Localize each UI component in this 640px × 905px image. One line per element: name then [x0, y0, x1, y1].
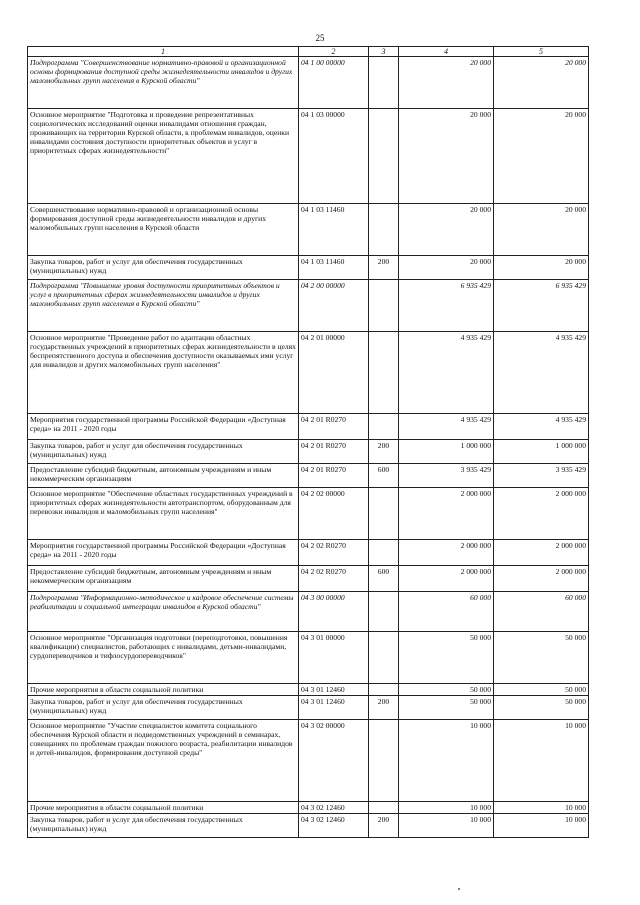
table-row: [28, 566, 589, 592]
row-code: 04 1 00 00000: [299, 57, 369, 109]
row-expense-type: [369, 57, 399, 109]
row-amount-col5: 6 935 429: [494, 280, 589, 332]
table-row: [28, 280, 589, 332]
row-amount-col5: 10 000: [494, 802, 589, 814]
row-expense-type: [369, 592, 399, 632]
row-amount-col5: 2 000 000: [494, 566, 589, 592]
row-code: 04 2 02 R0270: [299, 566, 369, 592]
row-expense-type: 200: [369, 440, 399, 464]
table-row: [28, 684, 589, 696]
row-amount-col5: 20 000: [494, 109, 589, 204]
row-name: Предоставление субсидий бюджетным, автономным учреждениям и иным некоммерческим организациям: [28, 566, 299, 592]
row-amount-col4: 3 935 429: [399, 464, 494, 488]
row-amount-col5: 50 000: [494, 684, 589, 696]
row-expense-type: 200: [369, 256, 399, 280]
row-name: Закупка товаров, работ и услуг для обеспечения государственных (муниципальных) нужд: [28, 696, 299, 720]
row-amount-col4: 10 000: [399, 814, 494, 838]
row-name: Подпрограмма "Информационно-методическое и кадровое обеспечение системы реабилитации и социальной интеграции инвалидов в Курской области": [28, 592, 299, 632]
row-amount-col4: 4 935 429: [399, 414, 494, 440]
row-amount-col5: 20 000: [494, 256, 589, 280]
row-amount-col4: 10 000: [399, 802, 494, 814]
row-amount-col4: 50 000: [399, 632, 494, 684]
row-code: 04 3 00 00000: [299, 592, 369, 632]
row-expense-type: [369, 414, 399, 440]
row-amount-col4: 50 000: [399, 684, 494, 696]
row-expense-type: [369, 109, 399, 204]
row-amount-col4: 2 000 000: [399, 488, 494, 540]
row-amount-col4: 2 000 000: [399, 566, 494, 592]
row-amount-col5: 2 000 000: [494, 488, 589, 540]
row-amount-col4: 20 000: [399, 256, 494, 280]
row-name: Подпрограмма "Совершенствование нормативно-правовой и организационной основы формирования доступной среды жизнедеятельности инвалидов и других маломобильных групп населения в Курской области": [28, 57, 299, 109]
page-number: 25: [315, 33, 325, 43]
table-row: [28, 440, 589, 464]
row-code: 04 2 01 R0270: [299, 464, 369, 488]
row-code: 04 1 03 11460: [299, 204, 369, 256]
row-name: Прочие мероприятия в области социальной политики: [28, 802, 299, 814]
row-name: Закупка товаров, работ и услуг для обеспечения государственных (муниципальных) нужд: [28, 440, 299, 464]
row-code: 04 1 03 11460: [299, 256, 369, 280]
row-expense-type: 200: [369, 814, 399, 838]
table-row: [28, 696, 589, 720]
row-amount-col4: 60 000: [399, 592, 494, 632]
table-header-row: [28, 47, 589, 57]
row-amount-col5: 3 935 429: [494, 464, 589, 488]
row-amount-col5: 2 000 000: [494, 540, 589, 566]
table-row: [28, 256, 589, 280]
row-amount-col4: 20 000: [399, 109, 494, 204]
row-code: 04 3 02 00000: [299, 720, 369, 802]
row-amount-col5: 20 000: [494, 57, 589, 109]
row-code: 04 2 02 R0270: [299, 540, 369, 566]
row-amount-col5: 10 000: [494, 720, 589, 802]
row-expense-type: [369, 720, 399, 802]
row-code: 04 3 01 12460: [299, 696, 369, 720]
row-amount-col4: 10 000: [399, 720, 494, 802]
budget-table: [27, 46, 589, 838]
row-code: 04 2 01 R0270: [299, 440, 369, 464]
row-name: Основное мероприятие "Подготовка и проведение репрезентативных социологических исследований оценки инвалидами отношения граждан, проживающих на территории Курской области, к проблемам инвалидов, оценки инвалидами состояния доступности приоритетных объектов и услуг в приоритетных сферах жизнедеятельности": [28, 109, 299, 204]
row-code: 04 1 03 00000: [299, 109, 369, 204]
row-code: 04 3 01 12460: [299, 684, 369, 696]
table-row: [28, 488, 589, 540]
row-code: 04 3 02 12460: [299, 802, 369, 814]
row-expense-type: 600: [369, 464, 399, 488]
row-expense-type: [369, 488, 399, 540]
table-row: [28, 414, 589, 440]
header-col-2: 2: [299, 47, 369, 57]
row-name: Прочие мероприятия в области социальной политики: [28, 684, 299, 696]
row-name: Мероприятия государственной программы Российской Федерации «Доступная среда» на 2011 - 2020 годы: [28, 414, 299, 440]
row-amount-col4: 4 935 429: [399, 332, 494, 414]
table-row: [28, 332, 589, 414]
row-name: Подпрограмма "Повышение уровня доступности приоритетных объектов и услуг в приоритетных сферах жизнедеятельности инвалидов и других маломобильных групп населения в Курской области": [28, 280, 299, 332]
row-amount-col4: 6 935 429: [399, 280, 494, 332]
row-expense-type: [369, 332, 399, 414]
table-row: [28, 720, 589, 802]
row-amount-col5: 60 000: [494, 592, 589, 632]
row-code: 04 3 02 12460: [299, 814, 369, 838]
row-amount-col4: 20 000: [399, 57, 494, 109]
row-amount-col4: 1 000 000: [399, 440, 494, 464]
table-row: [28, 109, 589, 204]
table-row: [28, 204, 589, 256]
header-col-1: 1: [28, 47, 299, 57]
table-row: [28, 592, 589, 632]
row-name: Совершенствование нормативно-правовой и организационной основы формирования доступной среды жизнедеятельности инвалидов и других маломобильных групп населения в Курской области: [28, 204, 299, 256]
row-name: Мероприятия государственной программы Российской Федерации «Доступная среда» на 2011 - 2020 годы: [28, 540, 299, 566]
row-expense-type: [369, 802, 399, 814]
row-amount-col5: 4 935 429: [494, 332, 589, 414]
row-expense-type: [369, 204, 399, 256]
row-expense-type: [369, 540, 399, 566]
row-expense-type: [369, 632, 399, 684]
row-name: Закупка товаров, работ и услуг для обеспечения государственных (муниципальных) нужд: [28, 256, 299, 280]
row-expense-type: [369, 280, 399, 332]
header-col-5: 5: [494, 47, 589, 57]
row-amount-col5: 20 000: [494, 204, 589, 256]
row-name: Основное мероприятие "Проведение работ по адаптации областных государственных учреждений в приоритетных сферах жизнедеятельности в целях беспрепятственного доступа и обеспечения доступности оказываемых ими услуг для инвалидов и других маломобильных групп населения": [28, 332, 299, 414]
header-col-3: 3: [369, 47, 399, 57]
row-expense-type: [369, 684, 399, 696]
scan-speck: [458, 888, 460, 890]
row-amount-col4: 2 000 000: [399, 540, 494, 566]
row-code: 04 2 01 R0270: [299, 414, 369, 440]
row-amount-col5: 4 935 429: [494, 414, 589, 440]
table-row: [28, 802, 589, 814]
table-row: [28, 57, 589, 109]
table-row: [28, 540, 589, 566]
table-row: [28, 464, 589, 488]
row-amount-col4: 50 000: [399, 696, 494, 720]
header-col-4: 4: [399, 47, 494, 57]
row-expense-type: 600: [369, 566, 399, 592]
row-code: 04 2 00 00000: [299, 280, 369, 332]
row-name: Основное мероприятие "Участие специалистов комитета социального обеспечения Курской области и подведомственных учреждений в семинарах, совещаниях по проблемам граждан пожилого возраста, реабилитации инвалидов и детей-инвалидов, формирования доступной среды": [28, 720, 299, 802]
row-amount-col5: 10 000: [494, 814, 589, 838]
row-code: 04 2 01 00000: [299, 332, 369, 414]
row-amount-col5: 50 000: [494, 696, 589, 720]
row-expense-type: 200: [369, 696, 399, 720]
row-name: Основное мероприятие "Обеспечение областных государственных учреждений в приоритетных сферах жизнедеятельности автотранспортом, оборудованным для перевозки инвалидов и маломобильных групп населения": [28, 488, 299, 540]
row-amount-col4: 20 000: [399, 204, 494, 256]
row-name: Предоставление субсидий бюджетным, автономным учреждениям и иным некоммерческим организациям: [28, 464, 299, 488]
row-code: 04 2 02 00000: [299, 488, 369, 540]
row-amount-col5: 1 000 000: [494, 440, 589, 464]
row-name: Основное мероприятие "Организация подготовки (переподготовки, повышения квалификации) специалистов, работающих с инвалидами, детьми-инвалидами, сурдопереводчиков и тифлосурдопереводчиков": [28, 632, 299, 684]
row-code: 04 3 01 00000: [299, 632, 369, 684]
row-name: Закупка товаров, работ и услуг для обеспечения государственных (муниципальных) нужд: [28, 814, 299, 838]
table-row: [28, 632, 589, 684]
row-amount-col5: 50 000: [494, 632, 589, 684]
table-row: [28, 814, 589, 838]
